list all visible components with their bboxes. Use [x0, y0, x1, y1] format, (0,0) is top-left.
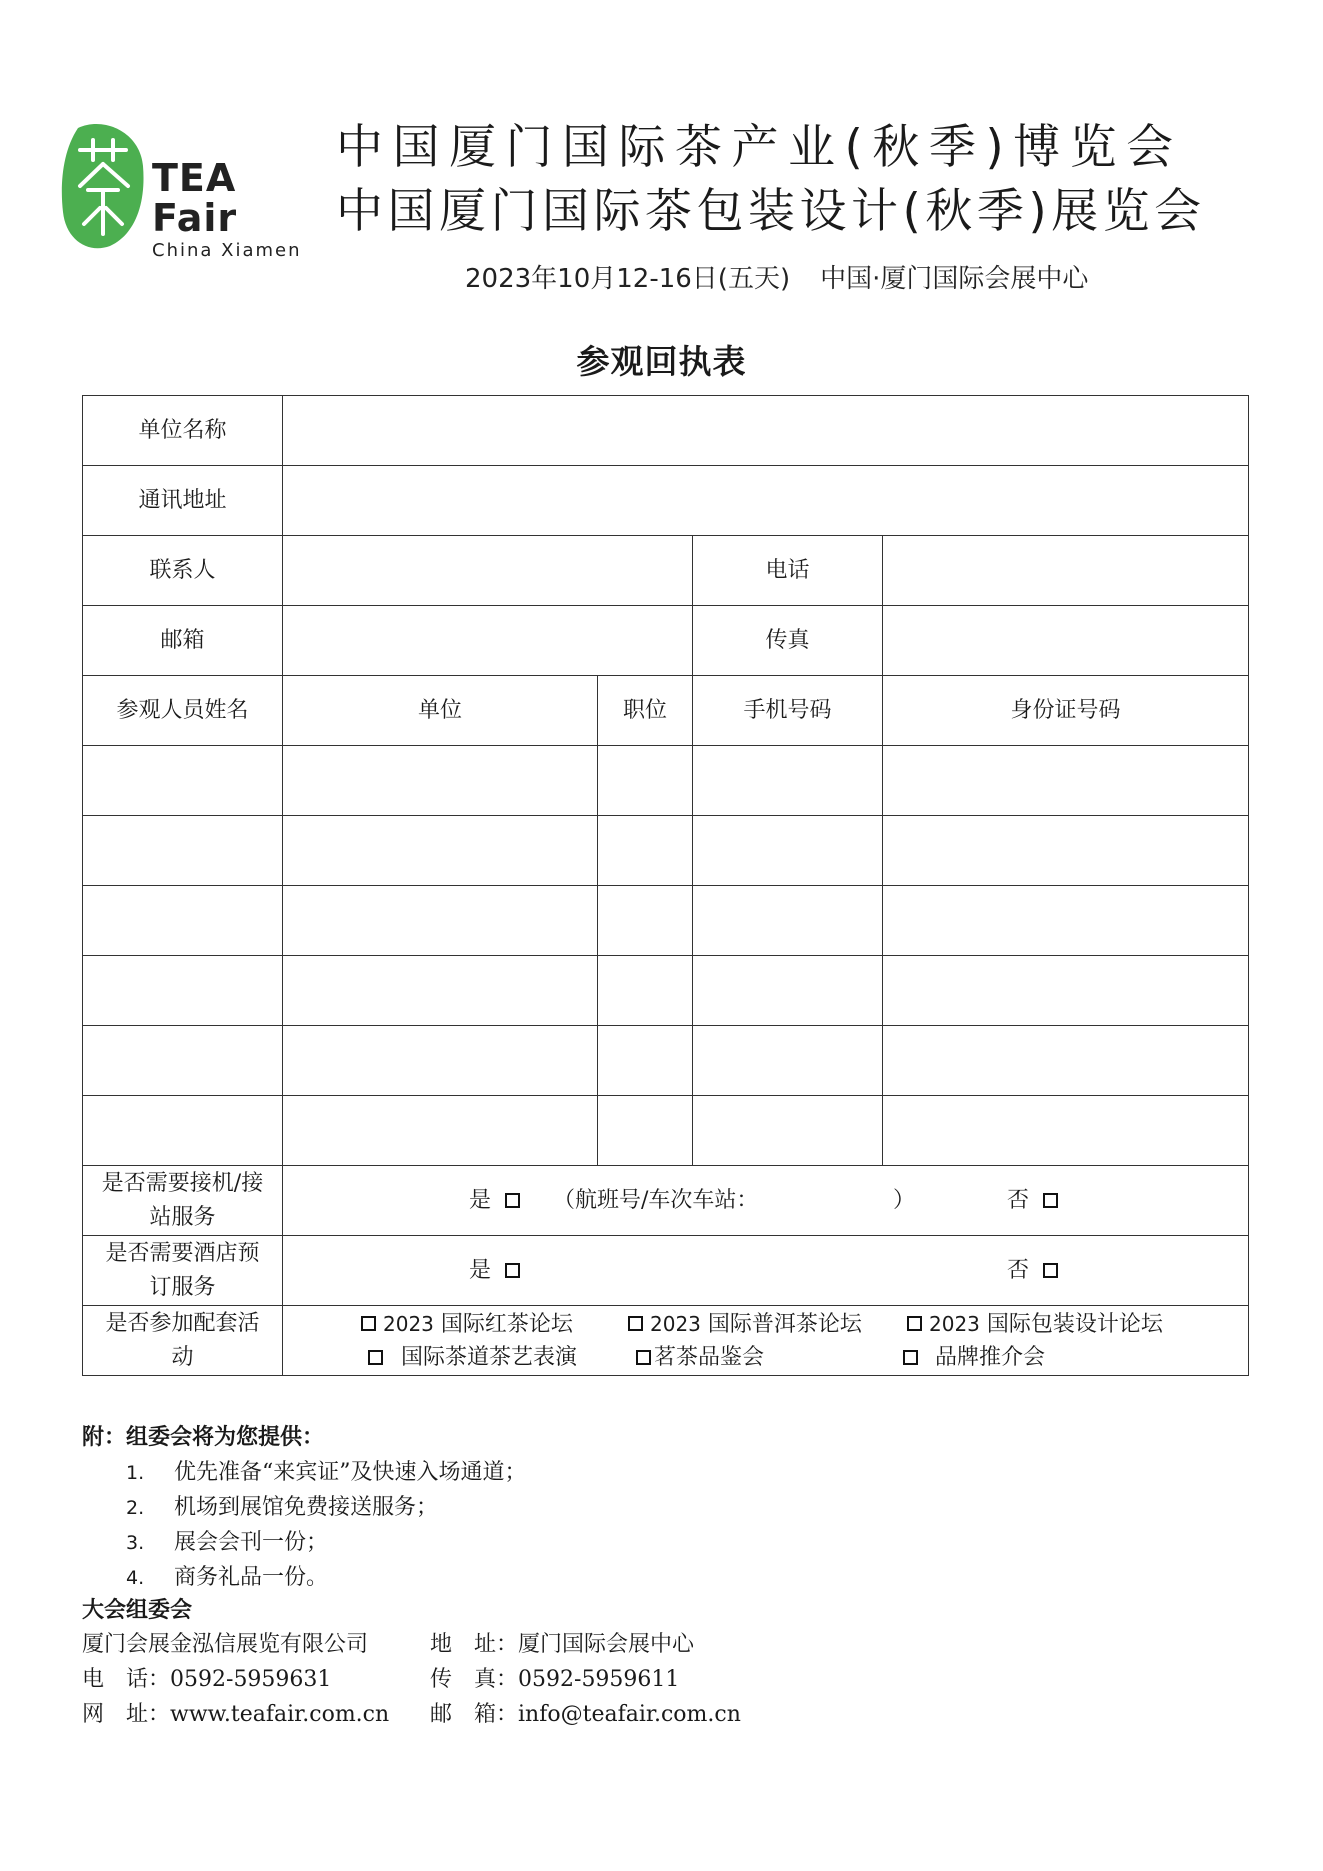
visitor-unit-cell[interactable]	[283, 1096, 598, 1166]
activity-item: 茗茶品鉴会	[654, 1344, 765, 1370]
pickup-no-text: 否	[1007, 1187, 1030, 1213]
activity-checkbox[interactable]	[907, 1316, 922, 1331]
visitor-row	[83, 1096, 1249, 1166]
organizer-address: 地 址：厦门国际会展中心	[430, 1632, 695, 1657]
visitor-row	[83, 886, 1249, 956]
tea-fair-logo-icon	[60, 122, 146, 250]
event-dates: 2023年10月12-16日(五天)	[465, 264, 791, 294]
contact-field[interactable]	[283, 536, 693, 606]
fax-field[interactable]	[883, 606, 1249, 676]
visitor-id-cell[interactable]	[883, 886, 1249, 956]
visitor-name-cell[interactable]	[83, 956, 283, 1026]
pickup-flight-note: （航班号/车次车站：	[553, 1187, 759, 1213]
visitor-unit-header: 单位	[283, 676, 598, 746]
visitor-unit-cell[interactable]	[283, 1026, 598, 1096]
visitor-position-cell[interactable]	[598, 886, 693, 956]
visitor-position-cell[interactable]	[598, 1096, 693, 1166]
visitor-mobile-cell[interactable]	[693, 816, 883, 886]
visitor-id-cell[interactable]	[883, 1096, 1249, 1166]
activity-checkbox[interactable]	[903, 1350, 918, 1365]
benefits-list	[126, 1455, 527, 1595]
activity-item: 品牌推介会	[935, 1344, 1046, 1370]
visitor-name-cell[interactable]	[83, 746, 283, 816]
event-title-2: 中国厦门国际茶包装设计(秋季)展览会	[336, 184, 1206, 239]
activities-options	[283, 1306, 1249, 1376]
activity-checkbox[interactable]	[368, 1350, 383, 1365]
organizer-title: 大会组委会	[82, 1598, 193, 1623]
visitor-position-header: 职位	[598, 676, 693, 746]
phone-label: 电话	[693, 536, 883, 606]
visitor-id-cell[interactable]	[883, 816, 1249, 886]
notes-title: 附：组委会将为您提供：	[82, 1424, 325, 1450]
event-venue: 中国·厦门国际会展中心	[820, 264, 1089, 294]
visitor-name-cell[interactable]	[83, 1096, 283, 1166]
hotel-yes-checkbox[interactable]	[505, 1263, 520, 1278]
form-title: 参观回执表	[576, 342, 747, 381]
visitor-name-cell[interactable]	[83, 816, 283, 886]
organizer-website: 网 址：www.teafair.com.cn	[82, 1702, 390, 1727]
activity-item: 2023 国际红茶论坛	[383, 1311, 573, 1337]
hotel-label: 是否需要酒店预订服务	[83, 1236, 283, 1306]
activity-item: 2023 国际普洱茶论坛	[650, 1311, 862, 1337]
activities-label: 是否参加配套活动	[83, 1306, 283, 1376]
phone-field[interactable]	[883, 536, 1249, 606]
organizer-company: 厦门会展金泓信展览有限公司	[82, 1632, 369, 1657]
activity-item: 2023 国际包装设计论坛	[929, 1311, 1163, 1337]
contact-label: 联系人	[83, 536, 283, 606]
hotel-yes-text: 是	[469, 1257, 492, 1283]
visitor-unit-cell[interactable]	[283, 816, 598, 886]
pickup-yes-text: 是	[469, 1187, 492, 1213]
visitor-mobile-header: 手机号码	[693, 676, 883, 746]
visitor-row	[83, 956, 1249, 1026]
pickup-no-checkbox[interactable]	[1043, 1193, 1058, 1208]
list-item: 4. 商务礼品一份。	[126, 1565, 329, 1590]
activity-item: 国际茶道茶艺表演	[401, 1344, 578, 1370]
visitor-mobile-cell[interactable]	[693, 746, 883, 816]
visitor-id-cell[interactable]	[883, 956, 1249, 1026]
organizer-fax: 传 真：0592-5959611	[430, 1667, 680, 1692]
visitor-name-cell[interactable]	[83, 1026, 283, 1096]
list-item: 1. 优先准备“来宾证”及快速入场通道；	[126, 1460, 527, 1485]
pickup-label: 是否需要接机/接站服务	[83, 1166, 283, 1236]
activity-checkbox[interactable]	[628, 1316, 643, 1331]
hotel-options	[283, 1236, 1249, 1306]
visitor-position-cell[interactable]	[598, 1026, 693, 1096]
visitor-row	[83, 1026, 1249, 1096]
email-field[interactable]	[283, 606, 693, 676]
visitor-name-cell[interactable]	[83, 886, 283, 956]
address-label: 通讯地址	[83, 466, 283, 536]
visitor-row	[83, 816, 1249, 886]
visitor-position-cell[interactable]	[598, 746, 693, 816]
company-name-label: 单位名称	[83, 396, 283, 466]
visitor-unit-cell[interactable]	[283, 956, 598, 1026]
brand-title: TEA Fair	[152, 156, 238, 240]
hotel-no-text: 否	[1007, 1257, 1030, 1283]
list-item: 3. 展会会刊一份；	[126, 1530, 329, 1555]
organizer-phone: 电 话：0592-5959631	[82, 1667, 332, 1692]
event-title-1: 中国厦门国际茶产业(秋季)博览会	[336, 120, 1183, 175]
hotel-no-checkbox[interactable]	[1043, 1263, 1058, 1278]
fax-label: 传真	[693, 606, 883, 676]
visitor-id-cell[interactable]	[883, 1026, 1249, 1096]
visitor-position-cell[interactable]	[598, 816, 693, 886]
visitor-mobile-cell[interactable]	[693, 956, 883, 1026]
website-link[interactable]: www.teafair.com.cn	[170, 1702, 390, 1727]
organizer-email: 邮 箱：info@teafair.com.cn	[430, 1702, 741, 1727]
visitor-unit-cell[interactable]	[283, 886, 598, 956]
visitor-unit-cell[interactable]	[283, 746, 598, 816]
visitor-mobile-cell[interactable]	[693, 1096, 883, 1166]
visitor-row	[83, 746, 1249, 816]
activity-checkbox[interactable]	[636, 1350, 651, 1365]
visitor-position-cell[interactable]	[598, 956, 693, 1026]
registration-form-table	[82, 395, 1249, 1376]
visitor-name-header: 参观人员姓名	[83, 676, 283, 746]
pickup-close-paren: ）	[893, 1187, 916, 1213]
pickup-options	[283, 1166, 1249, 1236]
brand-subtitle: China Xiamen	[152, 240, 302, 261]
visitor-id-header: 身份证号码	[883, 676, 1249, 746]
pickup-yes-checkbox[interactable]	[505, 1193, 520, 1208]
activity-checkbox[interactable]	[361, 1316, 376, 1331]
visitor-mobile-cell[interactable]	[693, 1026, 883, 1096]
email-label: 邮箱	[83, 606, 283, 676]
email-link[interactable]: info@teafair.com.cn	[518, 1702, 741, 1727]
visitor-mobile-cell[interactable]	[693, 886, 883, 956]
visitor-id-cell[interactable]	[883, 746, 1249, 816]
address-field[interactable]	[283, 466, 1249, 536]
brand-block	[152, 158, 318, 262]
event-date-venue	[465, 258, 1088, 295]
list-item: 2. 机场到展馆免费接送服务；	[126, 1495, 439, 1520]
company-name-field[interactable]	[283, 396, 1249, 466]
